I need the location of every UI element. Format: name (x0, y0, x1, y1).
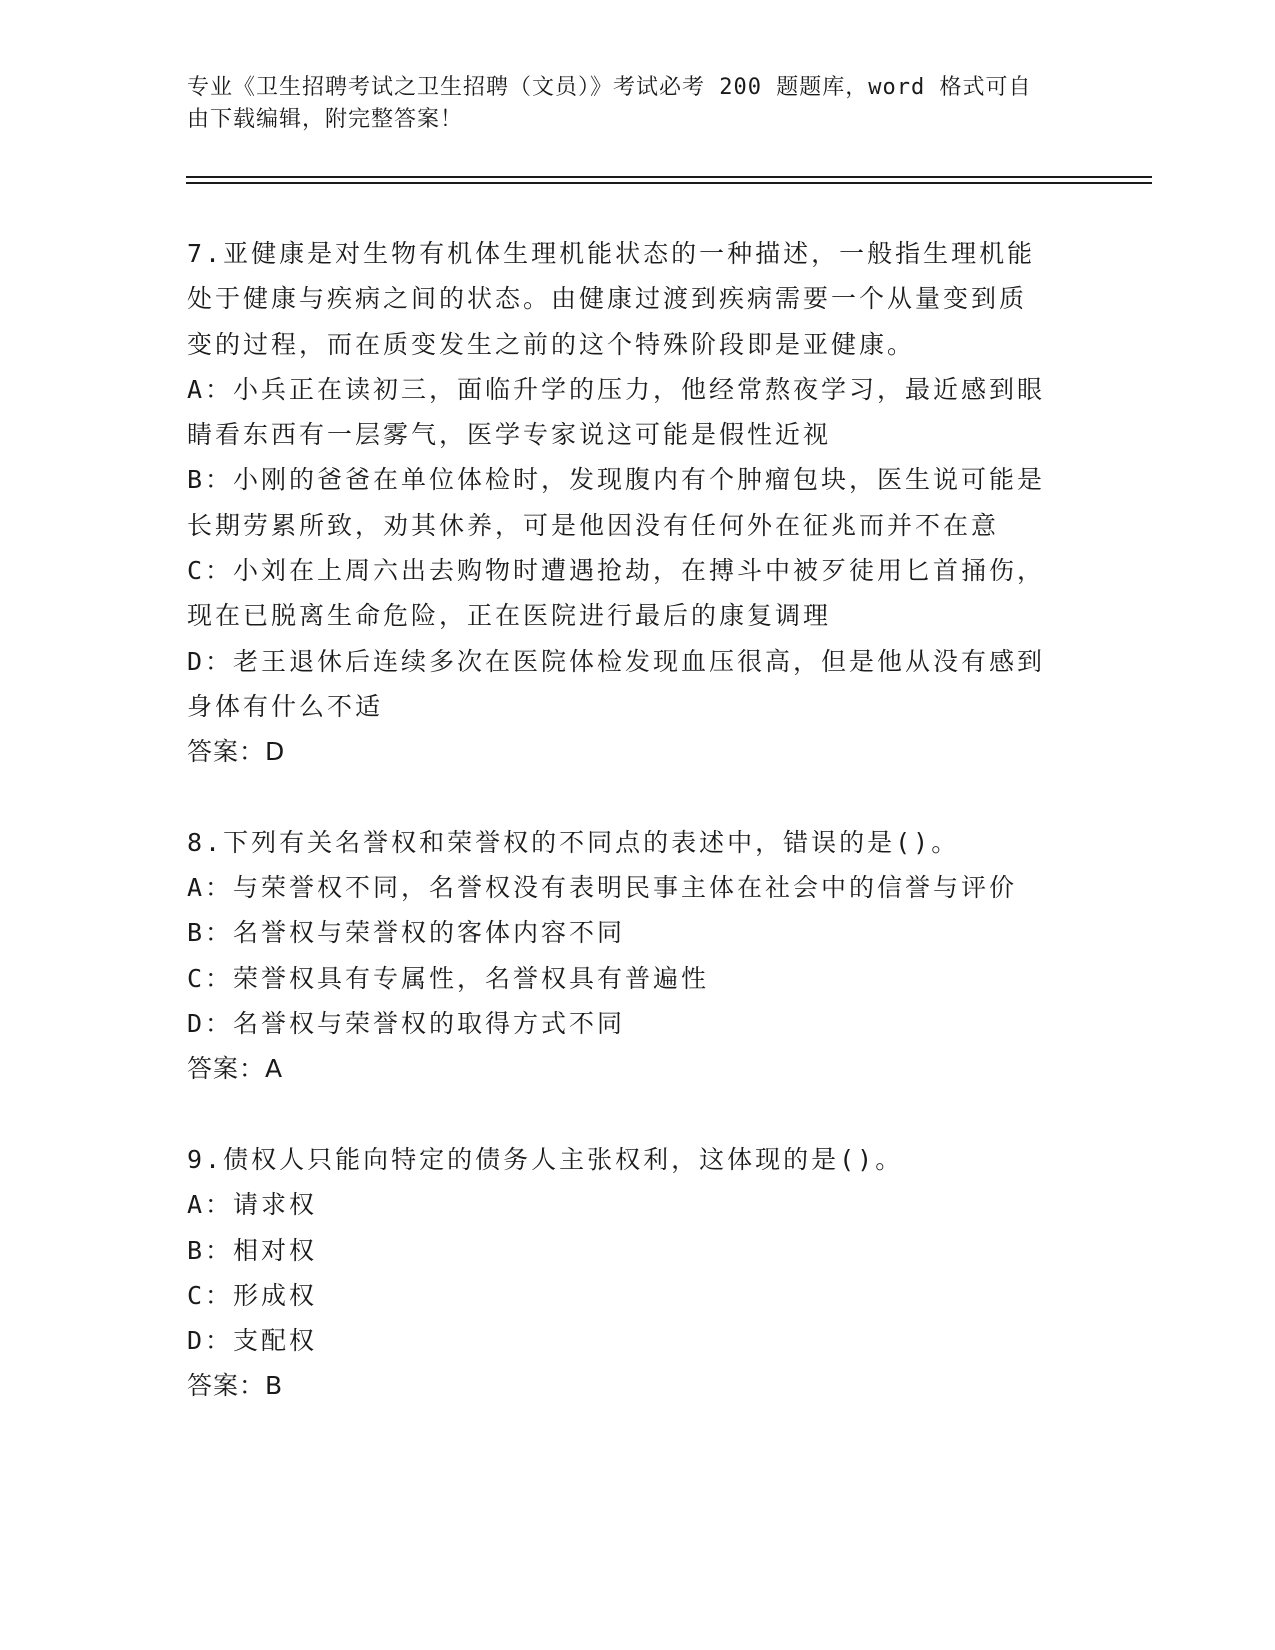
option-line: B：名誉权与荣誉权的客体内容不同 (187, 918, 626, 948)
option-line: C：形成权 (187, 1280, 318, 1310)
question-stem-line: 9.债权人只能向特定的债务人主张权利，这体现的是()。 (187, 1144, 904, 1174)
question-list (187, 231, 1087, 1409)
option-line: A：请求权 (187, 1190, 318, 1220)
option-line: 身体有什么不适 (187, 691, 384, 721)
header-line-2: 由下载编辑，附完整答案！ (187, 107, 464, 132)
question-stem-line: 7.亚健康是对生物有机体生理机能状态的一种描述，一般指生理机能 (187, 239, 1036, 268)
option-line: D：名誉权与荣誉权的取得方式不同 (187, 1009, 626, 1039)
question-stem-line: 变的过程，而在质变发生之前的这个特殊阶段即是亚健康。 (187, 329, 916, 359)
question-stem-line: 处于健康与疾病之间的状态。由健康过渡到疾病需要一个从量变到质 (187, 284, 1028, 314)
option-line: B：相对权 (187, 1235, 318, 1265)
question-gap (187, 1092, 1087, 1137)
option-line: C：荣誉权具有专属性，名誉权具有普遍性 (187, 963, 710, 993)
question-block (187, 231, 1087, 775)
option-line: A：小兵正在读初三，面临升学的压力，他经常熬夜学习，最近感到眼 (187, 374, 1046, 404)
question-stem-line: 8.下列有关名誉权和荣誉权的不同点的表述中，错误的是()。 (187, 827, 960, 857)
option-line: 现在已脱离生命危险，正在医院进行最后的康复调理 (187, 601, 832, 631)
option-line: B：小刚的爸爸在单位体检时，发现腹内有个肿瘤包块，医生说可能是 (187, 465, 1046, 495)
question-gap (187, 775, 1087, 820)
option-line: A：与荣誉权不同，名誉权没有表明民事主体在社会中的信誉与评价 (187, 873, 1018, 903)
question-block (187, 1137, 1087, 1409)
option-line: D：老王退休后连续多次在医院体检发现血压很高，但是他从没有感到 (187, 646, 1046, 676)
option-line: 长期劳累所致，劝其休养，可是他因没有任何外在征兆而并不在意 (187, 510, 1000, 540)
answer-line: 答案：A (187, 1054, 284, 1084)
answer-line: 答案：D (187, 737, 286, 767)
header-rule-top (186, 176, 1152, 178)
header-rule-bottom (186, 182, 1152, 184)
document-header (187, 72, 1067, 136)
question-block (187, 820, 1087, 1092)
header-line-1: 专业《卫生招聘考试之卫生招聘（文员）》考试必考 200 题题库，word 格式可自 (187, 75, 1032, 100)
option-line: 睛看东西有一层雾气，医学专家说这可能是假性近视 (187, 420, 832, 450)
option-line: D：支配权 (187, 1326, 318, 1356)
answer-line: 答案：B (187, 1371, 284, 1401)
option-line: C：小刘在上周六出去购物时遭遇抢劫，在搏斗中被歹徒用匕首捅伤， (187, 556, 1046, 586)
